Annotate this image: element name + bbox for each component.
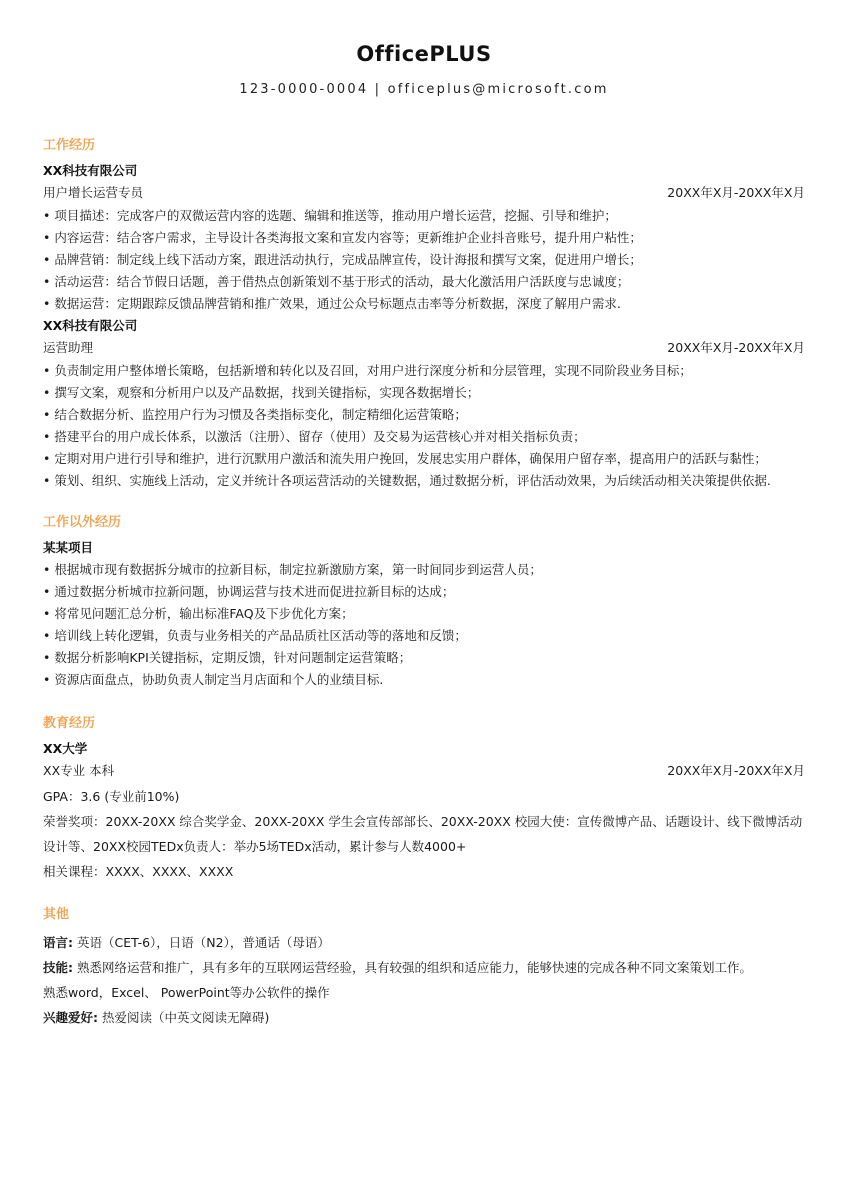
list-item: • 策划、组织、实施线上活动，定义并统计各项运营活动的关键数据，通过数据分析，评估活动效果，为后续活动相关决策提供依据. — [43, 471, 805, 493]
hobbies — [43, 1005, 805, 1030]
contact-line: 123-0000-0004 | officeplus@microsoft.com — [239, 82, 609, 97]
list-item: • 内容运营：结合客户需求，主导设计各类海报文案和宣发内容等；更新维护企业抖音账号，提升用户粘性； — [43, 228, 805, 250]
section-title-work: 工作经历 — [43, 138, 96, 153]
job-date: 20XX年X月-20XX年X月 — [667, 185, 805, 200]
list-item: • 负责制定用户整体增长策略，包括新增和转化以及召回，对用户进行深度分析和分层管理，实现不同阶段业务目标； — [43, 361, 805, 383]
courses: 相关课程：XXXX、XXXX、XXXX — [43, 864, 234, 879]
resume-content — [43, 137, 805, 1030]
job-role: 运营助理 — [43, 340, 94, 355]
company-name: XX科技有限公司 — [43, 163, 138, 178]
hobbies-value: 热爱阅读（中英文阅读无障碍) — [101, 1010, 270, 1025]
job-row — [43, 338, 805, 361]
section-title-extra: 工作以外经历 — [43, 515, 122, 530]
project-name: 某某项目 — [43, 540, 94, 555]
section-title-other: 其他 — [43, 907, 70, 922]
list-item: • 通过数据分析城市拉新问题，协调运营与技术进而促进拉新目标的达成； — [43, 582, 805, 604]
section-title-education: 教育经历 — [43, 716, 96, 731]
education-date: 20XX年X月-20XX年X月 — [667, 763, 805, 778]
list-item: • 数据运营：定期跟踪反馈品牌营销和推广效果，通过公众号标题点击率等分析数据，深度了解用户需求. — [43, 294, 805, 316]
list-item: • 结合数据分析、监控用户行为习惯及各类指标变化，制定精细化运营策略； — [43, 405, 805, 427]
company-name: XX科技有限公司 — [43, 318, 138, 333]
list-item: • 定期对用户进行引导和维护，进行沉默用户激活和流失用户挽回，发展忠实用户群体，确保用户留存率，提高用户的活跃与黏性； — [43, 449, 805, 471]
gpa: GPA：3.6 (专业前10%) — [43, 789, 180, 804]
candidate-name: OfficePLUS — [356, 42, 492, 66]
job-date: 20XX年X月-20XX年X月 — [667, 340, 805, 355]
list-item: • 品牌营销：制定线上线下活动方案，跟进活动执行，完成品牌宣传，设计海报和撰写文案，促进用户增长； — [43, 250, 805, 272]
list-item: • 将常见问题汇总分析，输出标准FAQ及下步优化方案； — [43, 604, 805, 626]
languages-label: 语言: — [43, 935, 73, 950]
job-row — [43, 183, 805, 206]
skills-value: 熟悉网络运营和推广，具有多年的互联网运营经验，具有较强的组织和适应能力，能够快速的完成各种不同文案策划工作。 — [76, 960, 752, 975]
skills-label: 技能: — [43, 960, 73, 975]
list-item: • 资源店面盘点，协助负责人制定当月店面和个人的业绩目标. — [43, 670, 805, 692]
list-item: • 培训线上转化逻辑，负责与业务相关的产品品质社区活动等的落地和反馈； — [43, 626, 805, 648]
list-item: • 根据城市现有数据拆分城市的拉新目标，制定拉新激励方案，第一时间同步到运营人员； — [43, 560, 805, 582]
major: XX专业 本科 — [43, 763, 115, 778]
hobbies-label: 兴趣爱好: — [43, 1010, 98, 1025]
job-role: 用户增长运营专员 — [43, 185, 144, 200]
list-item: • 撰写文案，观察和分析用户以及产品数据，找到关键指标，实现各数据增长； — [43, 383, 805, 405]
languages — [43, 930, 805, 955]
school-name: XX大学 — [43, 741, 88, 756]
list-item: • 项目描述：完成客户的双微运营内容的选题、编辑和推送等，推动用户增长运营，挖掘、引导和维护； — [43, 206, 805, 228]
list-item: • 数据分析影响KPI关键指标，定期反馈，针对问题制定运营策略； — [43, 648, 805, 670]
office-skills: 熟悉word，Excel、 PowerPoint等办公软件的操作 — [43, 985, 330, 1000]
honors: 荣誉奖项：20XX-20XX 综合奖学金、20XX-20XX 学生会宣传部部长、20XX-20XX 校园大使：宣传微博产品、话题设计、线下微博活动设计等、20XX校园TEDx负责人：举办5场TEDx活动，累计参与人数4000+ — [43, 814, 803, 854]
list-item: • 搭建平台的用户成长体系，以激活（注册）、留存（使用）及交易为运营核心并对相关指标负责； — [43, 427, 805, 449]
education-row — [43, 761, 805, 784]
list-item: • 活动运营：结合节假日话题，善于借热点创新策划不基于形式的活动，最大化激活用户活跃度与忠诚度； — [43, 272, 805, 294]
skills — [43, 955, 805, 980]
languages-value: 英语（CET-6），日语（N2），普通话（母语） — [76, 935, 330, 950]
